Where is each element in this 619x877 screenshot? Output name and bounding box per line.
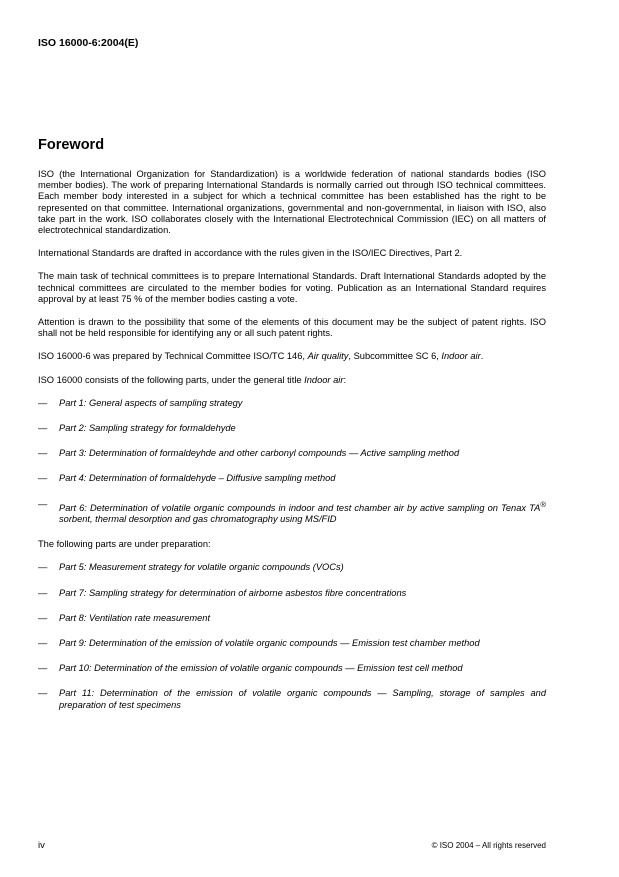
subcommittee-text: , Subcommittee SC 6, xyxy=(348,351,442,362)
list-item xyxy=(38,688,546,710)
list-item xyxy=(38,638,546,649)
list-item xyxy=(38,613,546,624)
list-item xyxy=(38,588,546,599)
list-dash: — xyxy=(38,587,48,598)
foreword-body xyxy=(38,169,546,725)
part-title: Part 8: Ventilation rate measurement xyxy=(59,612,211,623)
part-title: Part 4: Determination of formaldehyde – Diffusive sampling method xyxy=(59,473,336,484)
part-title: Part 9: Determination of the emission of volatile organic compounds — Emission test chamber method xyxy=(59,637,480,648)
colon-text: : xyxy=(343,374,347,385)
list-dash: — xyxy=(38,498,48,509)
part-title: Part 1: General aspects of sampling strategy xyxy=(59,397,243,408)
general-title: Indoor air xyxy=(304,374,344,385)
part-title xyxy=(59,499,546,526)
published-parts-list xyxy=(38,398,546,525)
list-item xyxy=(38,663,546,674)
list-item xyxy=(38,562,546,573)
list-item xyxy=(38,423,546,434)
part-title: Part 7: Sampling strategy for determination of airborne asbestos fibre concentrations xyxy=(59,587,407,598)
list-dash: — xyxy=(38,423,48,434)
copyright-notice: © ISO 2004 – All rights reserved xyxy=(431,841,546,850)
page-number: iv xyxy=(38,840,45,851)
air-quality-title: Air quality xyxy=(307,351,349,362)
part-title: Part 11: Determination of the emission of volatile organic compounds — Sampling, storage of samples and preparation of test specimens xyxy=(59,688,546,710)
document-id: ISO 16000-6:2004(E) xyxy=(38,37,139,49)
list-dash: — xyxy=(38,688,48,699)
list-dash: — xyxy=(38,612,48,623)
registered-mark: ® xyxy=(540,499,546,509)
paragraph-directives: International Standards are drafted in accordance with the rules given in the ISO/IEC Directives, Part 2. xyxy=(38,248,463,259)
list-item xyxy=(38,473,546,484)
list-dash: — xyxy=(38,562,48,573)
part6-text-b: sorbent, thermal desorption and gas chromatography using MS/FID xyxy=(59,513,337,524)
list-dash: — xyxy=(38,448,48,459)
part-title: Part 5: Measurement strategy for volatile organic compounds (VOCs) xyxy=(59,562,344,573)
indoor-air-title: Indoor air xyxy=(441,351,481,362)
part6-text-a: Part 6: Determination of volatile organic compounds in indoor and test chamber air by active sampling on Tenax TA xyxy=(59,502,541,513)
part-title: Part 10: Determination of the emission of volatile organic compounds — Emission test cell method xyxy=(59,663,463,674)
paragraph-prepared-by xyxy=(38,351,546,362)
part-title: Part 2: Sampling strategy for formaldehyde xyxy=(59,423,236,434)
list-item xyxy=(38,398,546,409)
paragraph-main-task: The main task of technical committees is to prepare International Standards. Draft International Standards adopted by the technical committees are circulated to the member bodies for voting. Publication as an International Standard requires approval by at least 75 % of the member bodies casting a vote. xyxy=(38,271,546,304)
page-title: Foreword xyxy=(38,137,105,153)
period-text: . xyxy=(480,351,484,362)
paragraph-parts-intro xyxy=(38,375,546,386)
list-dash: — xyxy=(38,397,48,408)
paragraph-iso-intro: ISO (the International Organization for Standardization) is a worldwide federation of national standards bodies (ISO member bodies). The work of preparing International Standards is normally carried out through ISO technical committees. Each member body interested in a subject for which a technical committee has been established has the right to be represented on that committee. International organizations, governmental and non-governmental, in liaison with ISO, also take part in the work. ISO collaborates closely with the International Electrotechnical Commission (IEC) on all matters of electrotechnical standardization. xyxy=(38,169,546,236)
paragraph-under-preparation: The following parts are under preparation: xyxy=(38,539,211,550)
list-item xyxy=(38,499,546,526)
part-title: Part 3: Determination of formaldeyhde and other carbonyl compounds — Active sampling method xyxy=(59,448,460,459)
paragraph-patent: Attention is drawn to the possibility that some of the elements of this document may be the subject of patent rights. ISO shall not be held responsible for identifying any or all such patent rights. xyxy=(38,317,546,339)
list-item xyxy=(38,448,546,459)
prepared-by-text: ISO 16000-6 was prepared by Technical Committee ISO/TC 146, xyxy=(38,351,308,362)
list-dash: — xyxy=(38,637,48,648)
parts-intro-text: ISO 16000 consists of the following parts, under the general title xyxy=(38,374,305,385)
prep-parts-list xyxy=(38,562,546,710)
list-dash: — xyxy=(38,663,48,674)
list-dash: — xyxy=(38,473,48,484)
